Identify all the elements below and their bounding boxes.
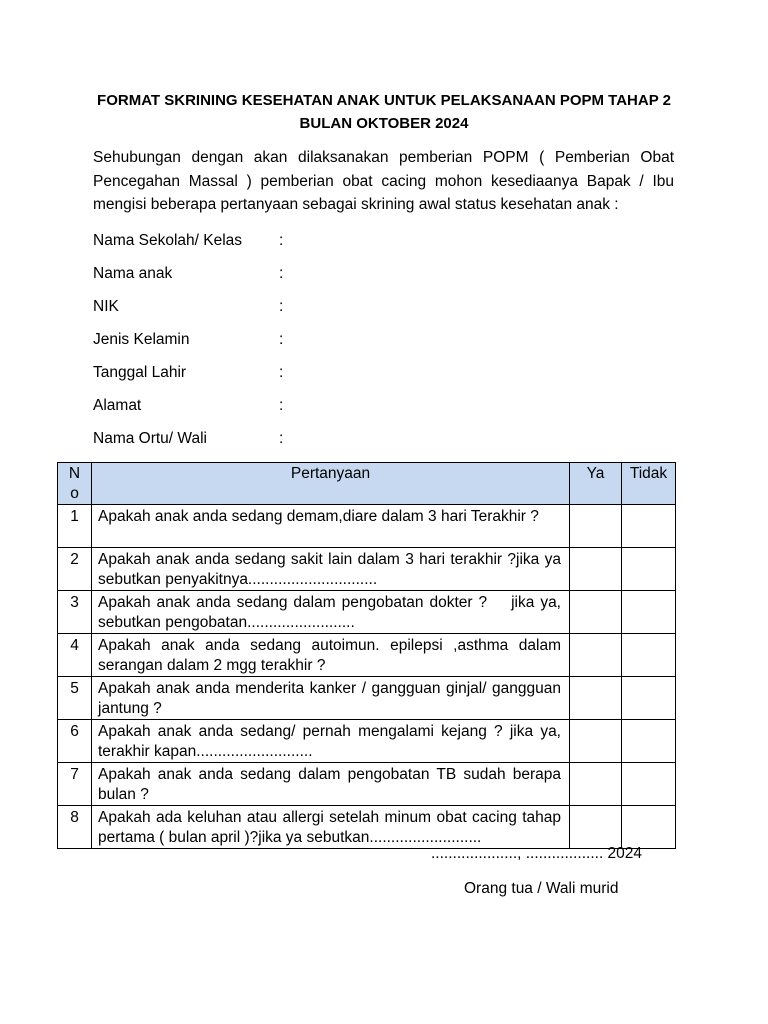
answer-yes-cell[interactable] (570, 677, 622, 720)
field-colon: : (279, 430, 284, 447)
row-number: 7 (58, 763, 92, 806)
row-number: 3 (58, 591, 92, 634)
table-header-row (58, 463, 676, 505)
title-line-1: FORMAT SKRINING KESEHATAN ANAK UNTUK PELAKSANAAN POPM TAHAP 2 (97, 92, 671, 109)
answer-yes-cell[interactable] (570, 548, 622, 591)
field-label: Nama Sekolah/ Kelas (93, 232, 243, 249)
answer-no-cell[interactable] (622, 806, 676, 849)
signature-label: Orang tua / Wali murid (464, 880, 619, 897)
table-row (58, 548, 676, 591)
field-label: Alamat (93, 397, 142, 414)
answer-yes-cell[interactable] (570, 591, 622, 634)
table-row (58, 763, 676, 806)
answer-yes-cell[interactable] (570, 634, 622, 677)
title-line-2: BULAN OKTOBER 2024 (299, 115, 469, 132)
intro-line-2: Pencegahan Massal ) pemberian obat cacing mohon kesediaanya Bapak / Ibu (93, 172, 674, 190)
answer-no-cell[interactable] (622, 505, 676, 548)
field-label: NIK (93, 298, 119, 315)
field-address[interactable] (93, 395, 289, 428)
screening-table (57, 462, 676, 849)
row-question: Apakah anak anda sedang/ pernah mengalami kejang ? jika ya, terakhir kapan........................... (92, 720, 570, 763)
row-question: Apakah anak anda menderita kanker / gangguan ginjal/ gangguan jantung ? (92, 677, 570, 720)
answer-no-cell[interactable] (622, 763, 676, 806)
intro-line-1: Sehubungan dengan akan dilaksanakan pemberian POPM ( Pemberian Obat (93, 149, 674, 166)
field-colon: : (279, 364, 284, 381)
table-row (58, 720, 676, 763)
row-number: 4 (58, 634, 92, 677)
field-label: Tanggal Lahir (93, 364, 187, 381)
row-question: Apakah anak anda sedang dalam pengobatan TB sudah berapa bulan ? (92, 763, 570, 806)
field-gender[interactable] (93, 329, 289, 362)
field-colon: : (279, 331, 284, 348)
header-no (58, 463, 92, 505)
answer-no-cell[interactable] (622, 548, 676, 591)
row-number: 2 (58, 548, 92, 591)
answer-no-cell[interactable] (622, 591, 676, 634)
field-birth-date[interactable] (93, 362, 289, 395)
row-number: 5 (58, 677, 92, 720)
field-label: Nama Ortu/ Wali (93, 430, 207, 447)
answer-yes-cell[interactable] (570, 806, 622, 849)
row-question: Apakah anak anda sedang demam,diare dalam 3 hari Terakhir ? (92, 505, 570, 548)
field-label: Nama anak (93, 265, 173, 282)
answer-yes-cell[interactable] (570, 763, 622, 806)
field-colon: : (279, 397, 284, 414)
answer-no-cell[interactable] (622, 720, 676, 763)
field-colon: : (279, 265, 284, 282)
header-yes: Ya (570, 463, 622, 505)
header-question: Pertanyaan (92, 463, 570, 505)
row-question: Apakah ada keluhan atau allergi setelah minum obat cacing tahap pertama ( bulan april )?jika ya sebutkan.......................... (92, 806, 570, 849)
row-number: 6 (58, 720, 92, 763)
document-title (60, 89, 708, 135)
row-number: 8 (58, 806, 92, 849)
field-nik[interactable] (93, 296, 289, 329)
field-school-class[interactable] (93, 230, 289, 263)
header-no-answer: Tidak (622, 463, 676, 505)
row-question: Apakah anak anda sedang autoimun. epilepsi ,asthma dalam serangan dalam 2 mgg terakhir ? (92, 634, 570, 677)
field-colon: : (279, 298, 284, 315)
table-row (58, 634, 676, 677)
field-label: Jenis Kelamin (93, 331, 190, 348)
header-no-label: No (68, 465, 81, 502)
row-question: Apakah anak anda sedang dalam pengobatan dokter ? jika ya, sebutkan pengobatan......................... (92, 591, 570, 634)
answer-yes-cell[interactable] (570, 505, 622, 548)
answer-no-cell[interactable] (622, 634, 676, 677)
row-question: Apakah anak anda sedang sakit lain dalam 3 hari terakhir ?jika ya sebutkan penyakitnya.............................. (92, 548, 570, 591)
table-row (58, 505, 676, 548)
table-row (58, 677, 676, 720)
answer-no-cell[interactable] (622, 677, 676, 720)
field-colon: : (279, 232, 284, 249)
field-parent-name[interactable] (93, 428, 289, 461)
table-row (58, 591, 676, 634)
intro-paragraph (93, 146, 674, 217)
table-row (58, 806, 676, 849)
intro-line-3: mengisi beberapa pertanyaan sebagai skrining awal status kesehatan anak : (93, 196, 619, 213)
field-child-name[interactable] (93, 263, 289, 296)
identity-fields (93, 230, 289, 461)
row-number: 1 (58, 505, 92, 548)
date-line: ...................., .................. 2024 (431, 845, 643, 862)
answer-yes-cell[interactable] (570, 720, 622, 763)
